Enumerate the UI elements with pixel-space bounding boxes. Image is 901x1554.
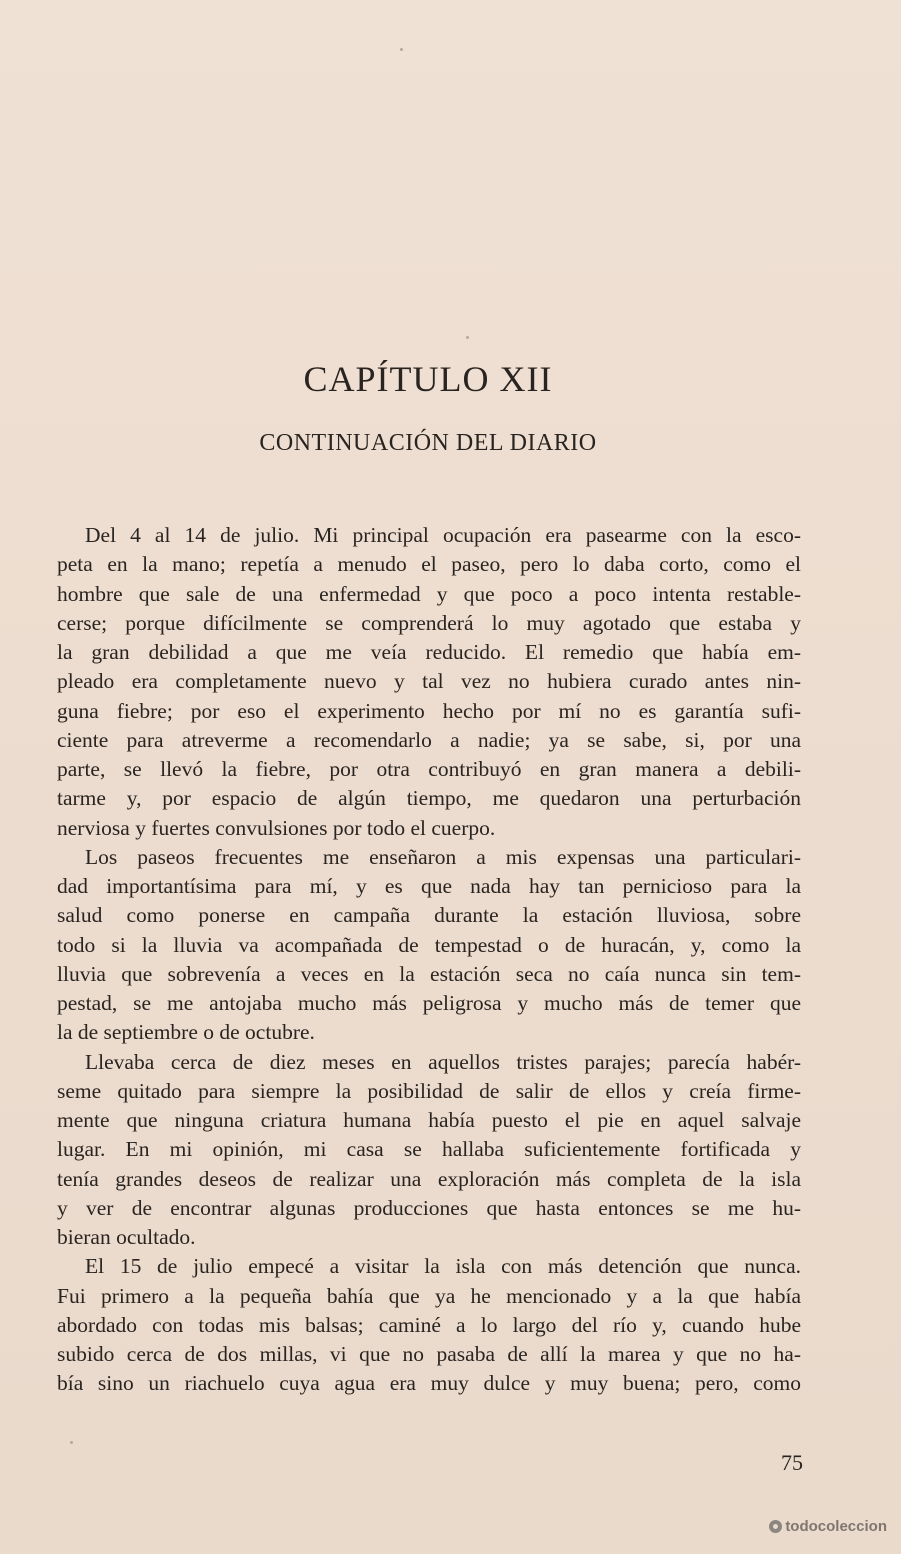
text-line: cerse; porque difícilmente se comprenderá lo muy agotado que estaba y [57,610,801,635]
text-line: bieran ocultado. [57,1225,196,1249]
text-line: abordado con todas mis balsas; caminé a lo largo del río y, cuando hube [57,1312,801,1337]
text-line: Llevaba cerca de diez meses en aquellos tristes parajes; parecía habér- [85,1049,801,1074]
text-line: subido cerca de dos millas, vi que no pasaba de allí la marea y que no ha- [57,1342,801,1366]
text-line: hombre que sale de una enfermedad y que poco a poco intenta restable- [57,581,801,606]
body-text [57,521,801,1399]
text-line: la gran debilidad a que me veía reducido. El remedio que había em- [57,640,801,664]
paper-speck [400,48,403,51]
text-line: tenía grandes deseos de realizar una exploración más completa de la isla [57,1166,801,1191]
text-line: pestad, se me antojaba mucho más peligrosa y mucho más de temer que [57,991,801,1015]
chapter-title: CAPÍTULO XII [303,359,553,399]
watermark-text: todocoleccion [785,1518,887,1535]
watermark [769,1518,887,1535]
text-line: dad importantísima para mí, y es que nada hay tan pernicioso para la [57,874,801,898]
text-line: El 15 de julio empecé a visitar la isla con más detención que nunca. [85,1254,801,1279]
text-line: mente que ninguna criatura humana había puesto el pie en aquel salvaje [57,1108,801,1132]
text-line: bía sino un riachuelo cuya agua era muy dulce y muy buena; pero, como [57,1371,801,1396]
text-line: la de septiembre o de octubre. [57,1020,315,1045]
text-line: salud como ponerse en campaña durante la estación lluviosa, sobre [57,903,801,928]
text-line: seme quitado para siempre la posibilidad de salir de ellos y creía firme- [57,1078,801,1103]
paper-speck [70,1441,73,1444]
text-line: todo si la lluvia va acompañada de tempestad o de huracán, y, como la [57,932,801,957]
text-line: tarme y, por espacio de algún tiempo, me quedaron una perturbación [57,786,801,811]
text-line: lluvia que sobrevenía a veces en la estación seca no caía nunca sin tem- [57,961,801,986]
chapter-subtitle: CONTINUACIÓN DEL DIARIO [259,430,597,456]
page-number: 75 [781,1450,803,1475]
text-line: Los paseos frecuentes me enseñaron a mis expensas una particulari- [85,844,801,869]
text-line: parte, se llevó la fiebre, por otra contribuyó en gran manera a debili- [57,757,801,781]
text-line: lugar. En mi opinión, mi casa se hallaba suficientemente fortificada y [57,1137,801,1162]
paper-speck [466,336,469,339]
text-line: Del 4 al 14 de julio. Mi principal ocupación era pasearme con la esco- [85,523,801,547]
text-line: guna fiebre; por eso el experimento hecho por mí no es garantía sufi- [57,698,801,723]
text-line: Fui primero a la pequeña bahía que ya he mencionado y a la que había [57,1283,801,1308]
todocoleccion-logo-icon [769,1520,782,1533]
text-line: pleado era completamente nuevo y tal vez no hubiera curado antes nin- [57,669,801,694]
text-line: nerviosa y fuertes convulsiones por todo el cuerpo. [57,815,496,840]
text-line: ciente para atreverme a recomendarlo a nadie; ya se sabe, si, por una [57,727,801,752]
text-line: peta en la mano; repetía a menudo el paseo, pero lo daba corto, como el [57,552,801,577]
text-line: y ver de encontrar algunas producciones que hasta entonces se me hu- [57,1195,801,1220]
